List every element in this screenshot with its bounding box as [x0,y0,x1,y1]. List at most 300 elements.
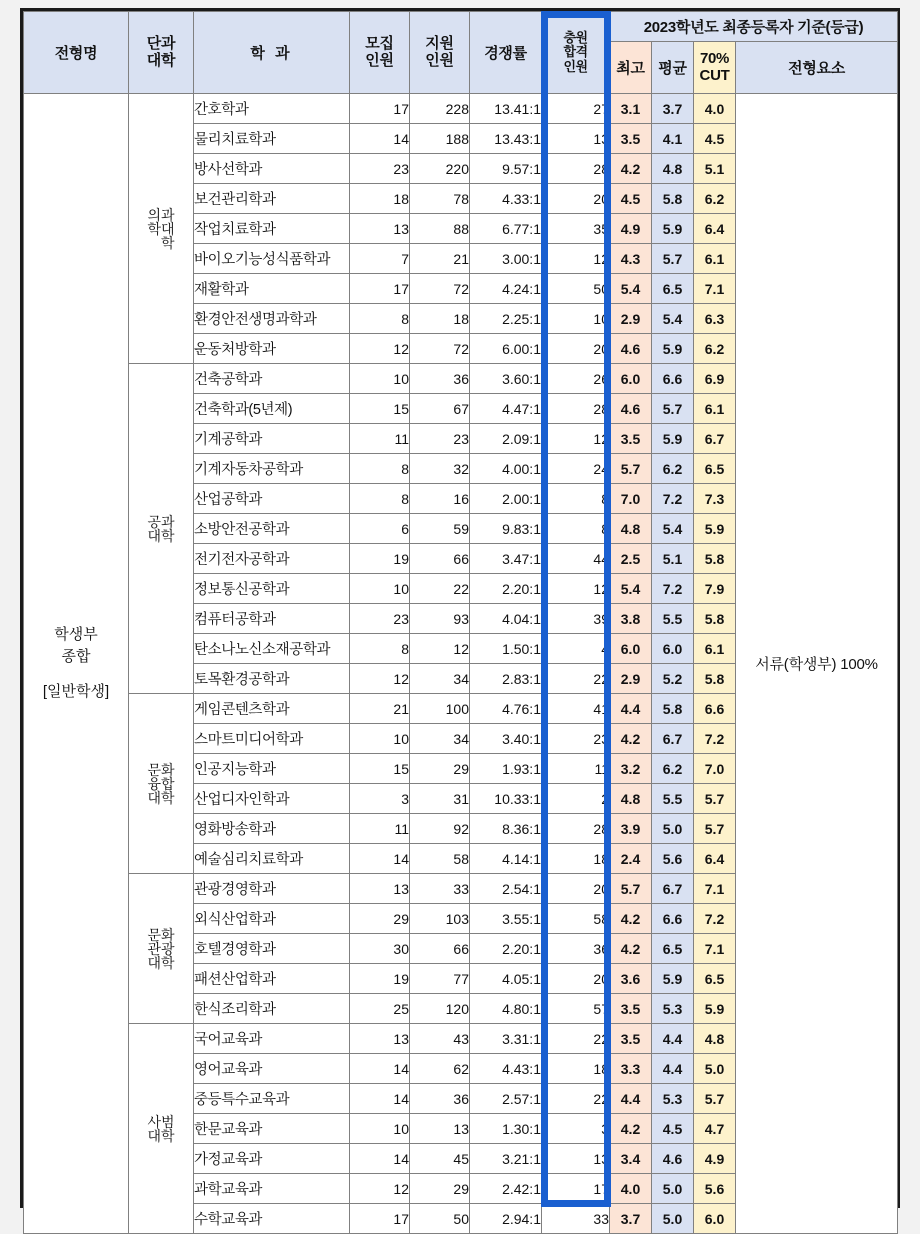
cell-gyeongjaengnyul: 13.41:1 [470,94,542,124]
header-dangwa-daehak [129,12,194,94]
cell-department: 탄소나노신소재공학과 [194,634,350,664]
cell-grade-choego: 4.5 [610,184,652,214]
cell-grade-choego: 3.5 [610,994,652,1024]
header-dangwa-line2: 대학 [146,51,176,69]
cell-jiwon-inwon: 32 [410,454,470,484]
cell-grade-70cut: 6.5 [694,454,736,484]
cell-chungwon-hapgyeok: 8 [542,484,610,514]
cell-chungwon-hapgyeok: 12 [542,244,610,274]
cell-chungwon-hapgyeok: 27 [542,94,610,124]
college-name-glyph: 합 [161,776,175,792]
cell-mojip-inwon: 15 [350,754,410,784]
cell-grade-choego: 2.9 [610,664,652,694]
cell-grade-pyeonggyun: 6.7 [652,874,694,904]
cell-grade-70cut: 6.7 [694,424,736,454]
cell-mojip-inwon: 14 [350,844,410,874]
cell-chungwon-hapgyeok: 17 [542,1174,610,1204]
cell-college-2 [129,364,194,694]
cell-grade-pyeonggyun: 5.9 [652,334,694,364]
table-header [24,12,898,94]
cell-grade-pyeonggyun: 4.6 [652,1144,694,1174]
cell-department: 산업공학과 [194,484,350,514]
cell-grade-choego: 4.4 [610,1084,652,1114]
cell-jiwon-inwon: 36 [410,364,470,394]
cell-grade-pyeonggyun: 6.6 [652,904,694,934]
cell-grade-70cut: 6.1 [694,244,736,274]
college-name-glyph: 관 [147,941,161,957]
cell-gyeongjaengnyul: 3.21:1 [470,1144,542,1174]
cell-gyeongjaengnyul: 6.00:1 [470,334,542,364]
cell-chungwon-hapgyeok: 28 [542,394,610,424]
college-name-vertical [147,515,174,543]
cell-grade-choego: 5.4 [610,274,652,304]
cell-mojip-inwon: 13 [350,214,410,244]
cell-grade-70cut: 5.7 [694,814,736,844]
cell-department: 환경안전생명과학과 [194,304,350,334]
cell-mojip-inwon: 23 [350,154,410,184]
cell-grade-pyeonggyun: 5.3 [652,994,694,1024]
cell-jeonhyeongmyeong [24,94,129,1234]
cell-chungwon-hapgyeok: 26 [542,364,610,394]
college-name-glyph: 학 [161,955,175,971]
cell-grade-70cut: 6.2 [694,184,736,214]
header-jeonhyeongmyeong: 전형명 [24,12,129,94]
cell-department: 물리치료학과 [194,124,350,154]
cell-jiwon-inwon: 100 [410,694,470,724]
cell-mojip-inwon: 17 [350,1204,410,1234]
cell-jiwon-inwon: 67 [410,394,470,424]
cell-mojip-inwon: 29 [350,904,410,934]
cell-jiwon-inwon: 31 [410,784,470,814]
cell-department: 한식조리학과 [194,994,350,1024]
header-jeonhyeong-yoso: 전형요소 [736,42,898,94]
cell-grade-pyeonggyun: 5.1 [652,544,694,574]
cell-grade-70cut: 5.7 [694,1084,736,1114]
cell-department: 관광경영학과 [194,874,350,904]
header-mojip-inwon [350,12,410,94]
cell-mojip-inwon: 14 [350,1144,410,1174]
header-mojip-line1: 모집 [365,35,394,53]
cell-grade-pyeonggyun: 5.7 [652,244,694,274]
cell-grade-choego: 4.2 [610,904,652,934]
cell-grade-70cut: 5.7 [694,784,736,814]
college-name-glyph: 과 [161,514,175,530]
cell-gyeongjaengnyul: 2.25:1 [470,304,542,334]
cell-jiwon-inwon: 62 [410,1054,470,1084]
jeonhyeong-name-line1: 학생부 [54,625,98,643]
college-name-glyph: 범 [161,1114,175,1130]
college-name-column [161,1115,175,1143]
college-name-glyph: 학 [161,1128,175,1144]
cell-grade-70cut: 6.0 [694,1204,736,1234]
cell-grade-choego: 5.7 [610,454,652,484]
cell-grade-70cut: 6.4 [694,844,736,874]
cell-jiwon-inwon: 13 [410,1114,470,1144]
cell-grade-70cut: 6.3 [694,304,736,334]
cell-grade-choego: 4.0 [610,1174,652,1204]
cell-grade-70cut: 7.0 [694,754,736,784]
college-name-glyph: 대 [147,1128,161,1144]
cell-gyeongjaengnyul: 3.47:1 [470,544,542,574]
cell-mojip-inwon: 17 [350,94,410,124]
cell-jiwon-inwon: 29 [410,754,470,784]
cell-gyeongjaengnyul: 1.30:1 [470,1114,542,1144]
cell-department: 국어교육과 [194,1024,350,1054]
college-name-column [147,208,161,250]
cell-chungwon-hapgyeok: 28 [542,154,610,184]
college-name-glyph: 학 [147,221,161,237]
cell-mojip-inwon: 8 [350,484,410,514]
cell-jiwon-inwon: 120 [410,994,470,1024]
cell-mojip-inwon: 19 [350,964,410,994]
cell-jiwon-inwon: 228 [410,94,470,124]
cell-college-3 [129,694,194,874]
cell-grade-choego: 3.7 [610,1204,652,1234]
cell-department: 호텔경영학과 [194,934,350,964]
cell-grade-pyeonggyun: 5.0 [652,1204,694,1234]
cell-gyeongjaengnyul: 4.24:1 [470,274,542,304]
cell-department: 패션산업학과 [194,964,350,994]
college-name-column [161,515,175,543]
cell-jiwon-inwon: 58 [410,844,470,874]
cell-mojip-inwon: 3 [350,784,410,814]
cell-gyeongjaengnyul: 9.57:1 [470,154,542,184]
cell-jiwon-inwon: 66 [410,934,470,964]
spreadsheet-sheet [20,8,900,1228]
college-name-vertical [147,1115,174,1143]
cell-grade-70cut: 6.2 [694,334,736,364]
college-name-glyph: 대 [147,528,161,544]
cell-jiwon-inwon: 34 [410,664,470,694]
cell-grade-pyeonggyun: 5.3 [652,1084,694,1114]
cell-gyeongjaengnyul: 13.43:1 [470,124,542,154]
cell-chungwon-hapgyeok: 18 [542,1054,610,1084]
cell-gyeongjaengnyul: 2.83:1 [470,664,542,694]
cell-gyeongjaengnyul: 8.36:1 [470,814,542,844]
cell-mojip-inwon: 10 [350,574,410,604]
cell-mojip-inwon: 10 [350,1114,410,1144]
cell-grade-pyeonggyun: 4.4 [652,1054,694,1084]
cell-chungwon-hapgyeok: 20 [542,964,610,994]
cell-jiwon-inwon: 22 [410,574,470,604]
cell-chungwon-hapgyeok: 20 [542,334,610,364]
cell-grade-choego: 3.5 [610,124,652,154]
header-cut-line1: 70% [699,50,730,67]
cell-department: 산업디자인학과 [194,784,350,814]
header-dangwa-line1: 단과 [146,35,176,53]
cell-chungwon-hapgyeok: 39 [542,604,610,634]
college-name-column [161,763,175,805]
cell-grade-pyeonggyun: 5.8 [652,184,694,214]
header-jiwon-line1: 지원 [425,35,454,53]
cell-gyeongjaengnyul: 4.76:1 [470,694,542,724]
cell-grade-pyeonggyun: 5.9 [652,424,694,454]
cell-department: 작업치료학과 [194,214,350,244]
cell-department: 수학교육과 [194,1204,350,1234]
cell-grade-choego: 4.6 [610,334,652,364]
cell-grade-pyeonggyun: 5.5 [652,784,694,814]
cell-gyeongjaengnyul: 10.33:1 [470,784,542,814]
cell-grade-choego: 3.5 [610,424,652,454]
cell-grade-choego: 5.4 [610,574,652,604]
cell-grade-choego: 5.7 [610,874,652,904]
cell-chungwon-hapgyeok: 8 [542,514,610,544]
cell-jiwon-inwon: 45 [410,1144,470,1174]
cell-grade-choego: 4.3 [610,244,652,274]
header-hakgwa: 학 과 [194,12,350,94]
cell-grade-pyeonggyun: 7.2 [652,484,694,514]
header-chungwon-hapgyeok-inwon [542,12,610,94]
cell-department: 예술심리치료학과 [194,844,350,874]
cell-college-5 [129,1024,194,1234]
cell-chungwon-hapgyeok: 3 [542,1114,610,1144]
cell-gyeongjaengnyul: 3.60:1 [470,364,542,394]
cell-grade-70cut: 6.1 [694,634,736,664]
cell-chungwon-hapgyeok: 36 [542,934,610,964]
cell-jiwon-inwon: 50 [410,1204,470,1234]
cell-mojip-inwon: 25 [350,994,410,1024]
cell-college-4 [129,874,194,1024]
cell-gyeongjaengnyul: 4.33:1 [470,184,542,214]
cell-grade-pyeonggyun: 6.7 [652,724,694,754]
cell-chungwon-hapgyeok: 33 [542,1204,610,1234]
cell-department: 중등특수교육과 [194,1084,350,1114]
college-name-glyph: 대 [147,790,161,806]
cell-mojip-inwon: 10 [350,364,410,394]
cell-grade-choego: 3.8 [610,604,652,634]
cell-jiwon-inwon: 188 [410,124,470,154]
cell-jiwon-inwon: 103 [410,904,470,934]
cell-department: 영화방송학과 [194,814,350,844]
cell-mojip-inwon: 12 [350,334,410,364]
cell-grade-choego: 2.5 [610,544,652,574]
cell-department: 보건관리학과 [194,184,350,214]
table-row [24,94,898,124]
cell-grade-pyeonggyun: 4.4 [652,1024,694,1054]
cell-college-1 [129,94,194,364]
cell-grade-70cut: 4.9 [694,1144,736,1174]
cell-mojip-inwon: 21 [350,694,410,724]
cell-chungwon-hapgyeok: 20 [542,184,610,214]
cell-mojip-inwon: 13 [350,874,410,904]
cell-grade-pyeonggyun: 3.7 [652,94,694,124]
cell-mojip-inwon: 14 [350,1084,410,1114]
cell-grade-pyeonggyun: 5.9 [652,214,694,244]
cell-mojip-inwon: 7 [350,244,410,274]
cell-grade-70cut: 7.9 [694,574,736,604]
cell-grade-70cut: 5.1 [694,154,736,184]
cell-grade-choego: 3.2 [610,754,652,784]
header-chungwon-line1: 충원 [563,29,588,45]
cell-chungwon-hapgyeok: 11 [542,754,610,784]
cell-grade-pyeonggyun: 5.7 [652,394,694,424]
cell-gyeongjaengnyul: 2.94:1 [470,1204,542,1234]
cell-chungwon-hapgyeok: 20 [542,874,610,904]
cell-chungwon-hapgyeok: 41 [542,694,610,724]
cell-grade-choego: 4.6 [610,394,652,424]
college-name-vertical [147,208,174,250]
cell-gyeongjaengnyul: 4.47:1 [470,394,542,424]
cell-grade-choego: 3.6 [610,964,652,994]
cell-gyeongjaengnyul: 3.55:1 [470,904,542,934]
cell-grade-choego: 6.0 [610,634,652,664]
cell-gyeongjaengnyul: 6.77:1 [470,214,542,244]
cell-grade-70cut: 4.8 [694,1024,736,1054]
college-name-glyph: 대 [147,955,161,971]
cell-grade-70cut: 5.9 [694,514,736,544]
cell-jiwon-inwon: 34 [410,724,470,754]
cell-grade-choego: 4.2 [610,934,652,964]
cell-jiwon-inwon: 59 [410,514,470,544]
cell-grade-choego: 6.0 [610,364,652,394]
jeonhyeong-name-line2: 종합 [61,647,91,665]
table-body [24,94,898,1234]
cell-grade-choego: 4.8 [610,784,652,814]
cell-grade-70cut: 5.6 [694,1174,736,1204]
cell-jiwon-inwon: 12 [410,634,470,664]
cell-jiwon-inwon: 18 [410,304,470,334]
cell-grade-pyeonggyun: 4.1 [652,124,694,154]
cell-gyeongjaengnyul: 1.93:1 [470,754,542,784]
cell-department: 외식산업학과 [194,904,350,934]
cell-grade-choego: 3.1 [610,94,652,124]
header-row-top [24,12,898,42]
cell-department: 운동처방학과 [194,334,350,364]
cell-jiwon-inwon: 43 [410,1024,470,1054]
college-name-glyph: 과 [161,207,175,223]
cell-jiwon-inwon: 88 [410,214,470,244]
college-name-column [147,1115,161,1143]
cell-department: 한문교육과 [194,1114,350,1144]
cell-grade-pyeonggyun: 5.8 [652,694,694,724]
cell-mojip-inwon: 12 [350,664,410,694]
header-mojip-line2: 인원 [365,51,394,69]
cell-grade-70cut: 5.8 [694,544,736,574]
cell-department: 게임콘텐츠학과 [194,694,350,724]
cell-gyeongjaengnyul: 2.42:1 [470,1174,542,1204]
cell-chungwon-hapgyeok: 58 [542,904,610,934]
cell-chungwon-hapgyeok: 12 [542,424,610,454]
cell-grade-choego: 2.9 [610,304,652,334]
cell-grade-70cut: 7.1 [694,874,736,904]
cell-jiwon-inwon: 36 [410,1084,470,1114]
cell-jeonhyeong-yoso: 서류(학생부) 100% [736,94,898,1234]
cell-department: 전기전자공학과 [194,544,350,574]
cell-grade-choego: 3.3 [610,1054,652,1084]
cell-grade-pyeonggyun: 6.0 [652,634,694,664]
cell-gyeongjaengnyul: 4.43:1 [470,1054,542,1084]
cell-gyeongjaengnyul: 4.05:1 [470,964,542,994]
college-name-glyph: 학 [161,235,175,251]
college-name-glyph: 학 [161,528,175,544]
header-jiwon-line2: 인원 [425,51,454,69]
cell-jiwon-inwon: 23 [410,424,470,454]
cell-gyeongjaengnyul: 4.04:1 [470,604,542,634]
cell-jiwon-inwon: 92 [410,814,470,844]
cell-mojip-inwon: 8 [350,454,410,484]
cell-department: 기계공학과 [194,424,350,454]
cell-department: 컴퓨터공학과 [194,604,350,634]
college-name-vertical [147,763,174,805]
cell-gyeongjaengnyul: 9.83:1 [470,514,542,544]
cell-gyeongjaengnyul: 2.00:1 [470,484,542,514]
cell-jiwon-inwon: 33 [410,874,470,904]
cell-department: 영어교육과 [194,1054,350,1084]
cell-grade-70cut: 4.7 [694,1114,736,1144]
college-name-glyph: 화 [161,762,175,778]
cell-grade-70cut: 4.5 [694,124,736,154]
college-name-column [147,928,161,970]
cell-grade-choego: 2.4 [610,844,652,874]
cell-chungwon-hapgyeok: 57 [542,994,610,1024]
cell-department: 건축학과(5년제) [194,394,350,424]
cell-chungwon-hapgyeok: 35 [542,214,610,244]
cell-grade-70cut: 7.3 [694,484,736,514]
cell-chungwon-hapgyeok: 50 [542,274,610,304]
cell-grade-pyeonggyun: 5.6 [652,844,694,874]
cell-grade-pyeonggyun: 5.5 [652,604,694,634]
header-gyeongjaengnyul: 경쟁률 [470,12,542,94]
cell-grade-70cut: 6.5 [694,964,736,994]
cell-mojip-inwon: 15 [350,394,410,424]
cell-grade-pyeonggyun: 7.2 [652,574,694,604]
cell-jiwon-inwon: 220 [410,154,470,184]
cell-grade-70cut: 5.9 [694,994,736,1024]
cell-mojip-inwon: 23 [350,604,410,634]
cell-grade-70cut: 6.1 [694,394,736,424]
cell-department: 기계자동차공학과 [194,454,350,484]
cell-grade-70cut: 6.6 [694,694,736,724]
college-name-glyph: 공 [147,514,161,530]
header-pyeonggyun: 평균 [652,42,694,94]
cell-grade-70cut: 7.1 [694,274,736,304]
college-name-glyph: 문 [147,762,161,778]
cell-chungwon-hapgyeok: 22 [542,664,610,694]
cell-grade-choego: 4.9 [610,214,652,244]
college-name-column [161,928,175,970]
cell-jiwon-inwon: 72 [410,274,470,304]
cell-mojip-inwon: 13 [350,1024,410,1054]
cell-grade-pyeonggyun: 5.4 [652,304,694,334]
cell-jiwon-inwon: 93 [410,604,470,634]
cell-grade-70cut: 5.0 [694,1054,736,1084]
cell-jiwon-inwon: 29 [410,1174,470,1204]
cell-gyeongjaengnyul: 3.31:1 [470,1024,542,1054]
cell-chungwon-hapgyeok: 24 [542,454,610,484]
cell-gyeongjaengnyul: 2.09:1 [470,424,542,454]
cell-gyeongjaengnyul: 2.20:1 [470,934,542,964]
cell-gyeongjaengnyul: 2.54:1 [470,874,542,904]
cell-grade-choego: 3.5 [610,1024,652,1054]
cell-department: 가정교육과 [194,1144,350,1174]
cell-grade-70cut: 4.0 [694,94,736,124]
header-group-2023-title: 2023학년도 최종등록자 기준(등급) [610,12,898,42]
cell-grade-choego: 4.2 [610,724,652,754]
cell-grade-70cut: 5.8 [694,664,736,694]
cell-grade-choego: 7.0 [610,484,652,514]
college-name-vertical [147,928,174,970]
cell-grade-pyeonggyun: 5.2 [652,664,694,694]
cell-grade-70cut: 7.2 [694,904,736,934]
college-name-glyph: 문 [147,927,161,943]
cell-mojip-inwon: 11 [350,424,410,454]
cell-grade-pyeonggyun: 6.6 [652,364,694,394]
cell-gyeongjaengnyul: 4.14:1 [470,844,542,874]
cell-department: 인공지능학과 [194,754,350,784]
college-name-glyph: 융 [147,776,161,792]
cell-grade-choego: 4.2 [610,1114,652,1144]
cell-mojip-inwon: 8 [350,304,410,334]
